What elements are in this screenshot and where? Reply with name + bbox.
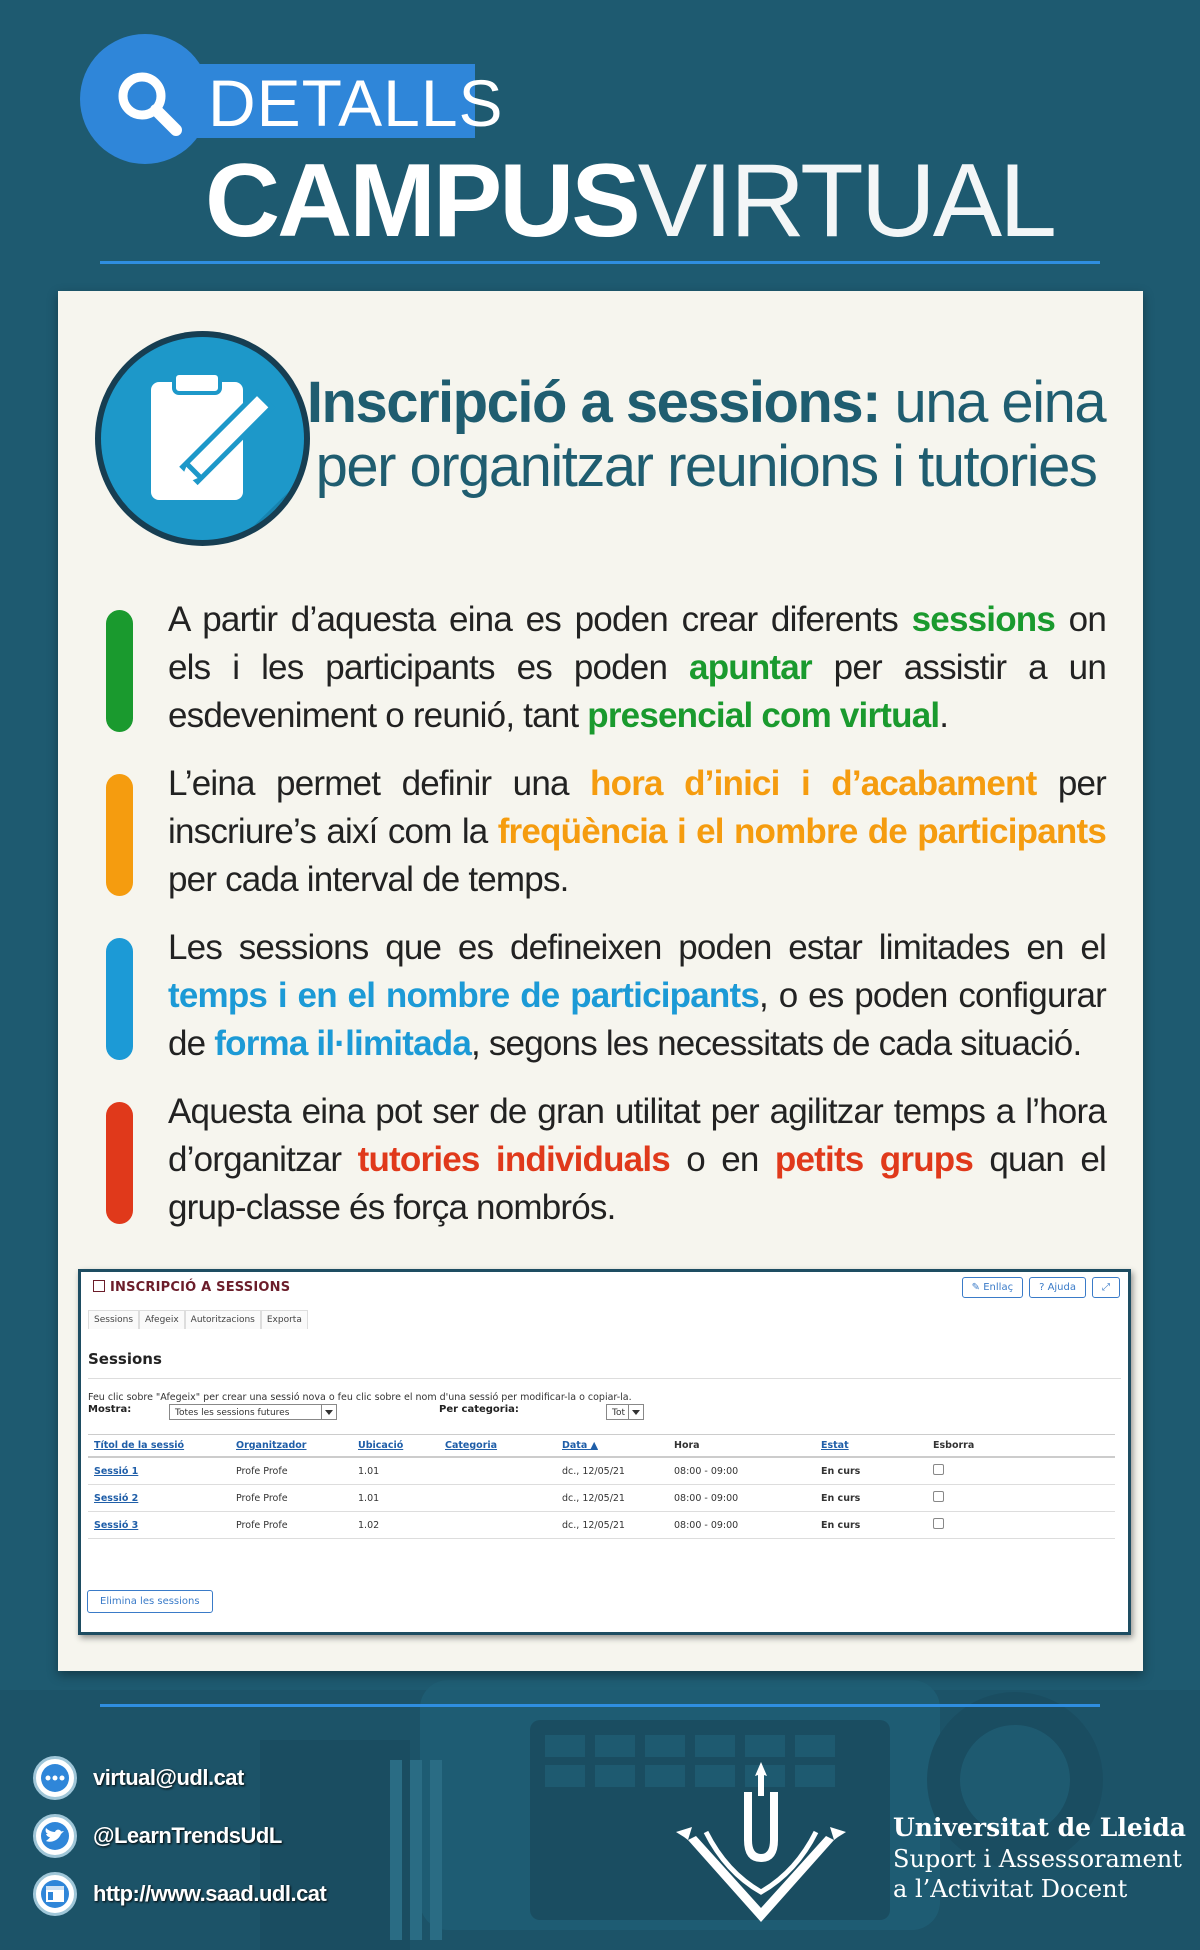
bullet-highlight: freqüència i el nombre de participants bbox=[497, 812, 1106, 851]
cell-time: 08:00 - 09:00 bbox=[668, 1512, 815, 1539]
cell-organizer: Profe Profe bbox=[230, 1457, 352, 1485]
cell-delete bbox=[927, 1485, 1115, 1512]
bullet-text bbox=[168, 760, 1106, 904]
tool-badge bbox=[95, 331, 310, 546]
chevron-down-icon bbox=[321, 1405, 336, 1419]
header-campus: CAMPUS bbox=[205, 143, 638, 259]
bullet-text-part: L’eina permet definir una bbox=[168, 764, 591, 803]
delete-sessions-button[interactable]: Elimina les sessions bbox=[87, 1590, 213, 1613]
section-divider bbox=[88, 1378, 1121, 1379]
cell-status: En curs bbox=[815, 1457, 927, 1485]
tab-autoritzacions[interactable]: Autoritzacions bbox=[185, 1310, 261, 1329]
bullet-color-bar bbox=[106, 610, 133, 732]
cell-time: 08:00 - 09:00 bbox=[668, 1457, 815, 1485]
cell-delete bbox=[927, 1457, 1115, 1485]
shot-title bbox=[93, 1280, 290, 1295]
col-organizer[interactable]: Organitzador bbox=[230, 1435, 352, 1458]
cell-location: 1.01 bbox=[352, 1457, 439, 1485]
bullet-highlight: temps i en el nombre de participants bbox=[168, 976, 760, 1015]
percat-value: Tot bbox=[612, 1408, 626, 1418]
col-title[interactable]: Títol de la sessió bbox=[88, 1435, 230, 1458]
bullet-text-part: A partir d’aquesta eina es poden crear diferents bbox=[168, 600, 912, 639]
cell-date: dc., 12/05/21 bbox=[556, 1485, 668, 1512]
feature-bullets bbox=[106, 596, 1106, 1252]
web-text: http://www.saad.udl.cat bbox=[93, 1881, 327, 1906]
col-location[interactable]: Ubicació bbox=[352, 1435, 439, 1458]
cell-category bbox=[439, 1457, 556, 1485]
table-row bbox=[88, 1457, 1115, 1485]
bullet-highlight: apuntar bbox=[689, 648, 812, 687]
chat-icon bbox=[33, 1756, 77, 1800]
bullet-highlight: tutories individuals bbox=[357, 1140, 670, 1179]
bullet-text-part: , segons les necessitats de cada situació. bbox=[471, 1024, 1082, 1063]
title-bold: Inscripció a sessions: bbox=[306, 370, 880, 435]
cell-time: 08:00 - 09:00 bbox=[668, 1485, 815, 1512]
bullet-text-part: per assistir a un esdeveniment o reunió, tant bbox=[168, 648, 1106, 735]
cell-organizer: Profe Profe bbox=[230, 1512, 352, 1539]
tab-afegeix[interactable]: Afegeix bbox=[139, 1310, 185, 1329]
footer-divider bbox=[100, 1704, 1100, 1707]
cell-location: 1.02 bbox=[352, 1512, 439, 1539]
help-button[interactable]: ? Ajuda bbox=[1029, 1277, 1086, 1298]
bullet-item bbox=[106, 596, 1106, 740]
bullet-highlight: forma il·limitada bbox=[214, 1024, 471, 1063]
session-link[interactable]: Sessió 2 bbox=[88, 1485, 230, 1512]
university-line-2: Suport i Assessorament bbox=[893, 1845, 1182, 1873]
header-campus-virtual bbox=[205, 143, 1055, 259]
mostra-label: Mostra: bbox=[88, 1404, 132, 1415]
cell-date: dc., 12/05/21 bbox=[556, 1457, 668, 1485]
bullet-item bbox=[106, 1088, 1106, 1232]
bullet-text bbox=[168, 1088, 1106, 1232]
twitter-icon bbox=[33, 1814, 77, 1858]
contact-web[interactable] bbox=[33, 1872, 326, 1916]
bullet-highlight: presencial com virtual bbox=[587, 696, 940, 735]
bullet-highlight: hora d’inici i d’acabament bbox=[590, 764, 1037, 803]
tab-sessions[interactable]: Sessions bbox=[88, 1310, 139, 1329]
bullet-item bbox=[106, 924, 1106, 1068]
cell-location: 1.01 bbox=[352, 1485, 439, 1512]
card-title bbox=[296, 371, 1116, 499]
bullet-item bbox=[106, 760, 1106, 904]
university-block bbox=[893, 1812, 1186, 1904]
expand-button[interactable]: ⤢ bbox=[1092, 1277, 1120, 1298]
content-card bbox=[58, 291, 1143, 1671]
col-status[interactable]: Estat bbox=[815, 1435, 927, 1458]
tab-exporta[interactable]: Exporta bbox=[261, 1310, 308, 1329]
bullet-text bbox=[168, 924, 1106, 1068]
delete-checkbox[interactable] bbox=[933, 1518, 944, 1529]
cell-status: En curs bbox=[815, 1485, 927, 1512]
cell-status: En curs bbox=[815, 1512, 927, 1539]
bullet-text-part: Aquesta eina pot ser de gran utilitat per agilitzar temps a l’hora d’organitzar bbox=[168, 1092, 1106, 1179]
hint-text: Feu clic sobre "Afegeix" per crear una sessió nova o feu clic sobre el nom d'una sessió per modificar-la o copiar-la. bbox=[88, 1392, 632, 1403]
udl-logo bbox=[666, 1762, 856, 1927]
section-title: Sessions bbox=[88, 1350, 162, 1368]
clipboard-pencil-icon bbox=[101, 337, 304, 540]
percat-select[interactable] bbox=[606, 1404, 644, 1420]
university-name: Universitat de Lleida bbox=[893, 1813, 1186, 1842]
bullet-text-part: per cada interval de temps. bbox=[168, 860, 569, 899]
col-time: Hora bbox=[668, 1435, 815, 1458]
cell-date: dc., 12/05/21 bbox=[556, 1512, 668, 1539]
contact-email[interactable] bbox=[33, 1756, 244, 1800]
bullet-text bbox=[168, 596, 1106, 740]
link-button[interactable]: ✎ Enllaç bbox=[962, 1277, 1023, 1298]
browser-icon bbox=[33, 1872, 77, 1916]
inscription-screenshot bbox=[78, 1269, 1131, 1635]
shot-title-text: INSCRIPCIÓ A SESSIONS bbox=[110, 1280, 291, 1295]
bullet-text-part: quan el grup-classe és força nombrós. bbox=[168, 1140, 1106, 1227]
delete-checkbox[interactable] bbox=[933, 1464, 944, 1475]
mostra-select[interactable] bbox=[169, 1404, 337, 1420]
table-row bbox=[88, 1485, 1115, 1512]
search-icon bbox=[110, 64, 190, 144]
cell-delete bbox=[927, 1512, 1115, 1539]
percat-label: Per categoria: bbox=[439, 1404, 519, 1415]
bullet-text-part: per inscriure’s així com la bbox=[168, 764, 1106, 851]
bullet-text-part: . bbox=[939, 696, 949, 735]
cell-organizer: Profe Profe bbox=[230, 1485, 352, 1512]
bullet-text-part: on els i les participants es poden bbox=[168, 600, 1106, 687]
sessions-table bbox=[88, 1434, 1115, 1539]
bullet-color-bar bbox=[106, 938, 133, 1060]
bullet-text-part: , o es poden configurar de bbox=[168, 976, 1106, 1063]
delete-checkbox[interactable] bbox=[933, 1491, 944, 1502]
bullet-highlight: petits grups bbox=[774, 1140, 974, 1179]
session-link[interactable]: Sessió 3 bbox=[88, 1512, 230, 1539]
chevron-down-icon bbox=[628, 1405, 643, 1419]
bullet-text-part: o en bbox=[669, 1140, 775, 1179]
contact-twitter[interactable] bbox=[33, 1814, 282, 1858]
col-delete: Esborra bbox=[927, 1435, 1115, 1458]
table-row bbox=[88, 1512, 1115, 1539]
col-category[interactable]: Categoria bbox=[439, 1435, 556, 1458]
university-line-3: a l’Activitat Docent bbox=[893, 1875, 1128, 1903]
header-divider bbox=[100, 261, 1100, 264]
bullet-highlight: sessions bbox=[911, 600, 1056, 639]
col-date[interactable]: Data ▲ bbox=[556, 1435, 668, 1458]
bullet-text-part: Les sessions que es defineixen poden estar limitades en el bbox=[168, 928, 1106, 967]
calendar-icon bbox=[93, 1280, 105, 1292]
bullet-color-bar bbox=[106, 1102, 133, 1224]
twitter-text: @LearnTrendsUdL bbox=[93, 1823, 282, 1848]
email-text: virtual@udl.cat bbox=[93, 1765, 244, 1790]
title-rest-1: una eina bbox=[879, 370, 1106, 435]
title-rest-2: per organitzar reunions i tutories bbox=[315, 434, 1097, 499]
cell-category bbox=[439, 1512, 556, 1539]
session-link[interactable]: Sessió 1 bbox=[88, 1457, 230, 1485]
bullet-color-bar bbox=[106, 774, 133, 896]
cell-category bbox=[439, 1485, 556, 1512]
header-detalls: DETALLS bbox=[208, 66, 504, 140]
shot-actions bbox=[962, 1277, 1120, 1298]
shot-tabs bbox=[88, 1310, 308, 1329]
table-header-row bbox=[88, 1435, 1115, 1458]
mostra-value: Totes les sessions futures bbox=[175, 1408, 290, 1418]
header-virtual: VIRTUAL bbox=[637, 143, 1055, 259]
